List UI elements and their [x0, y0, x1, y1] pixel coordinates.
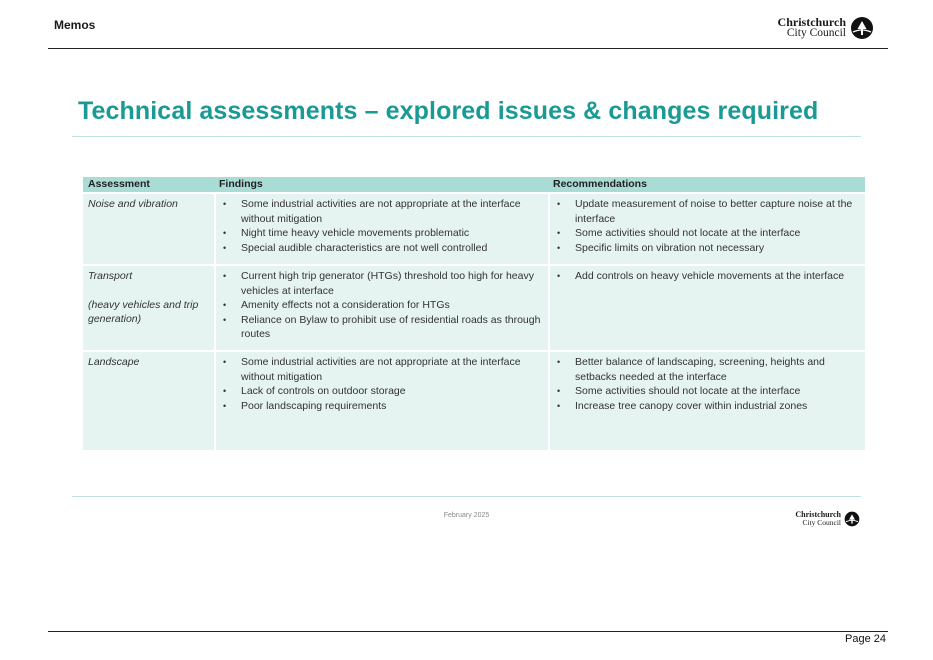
- slide-title: Technical assessments – explored issues & changes required: [78, 97, 819, 125]
- table-row-landscape: [83, 350, 865, 450]
- list-item: • Current high trip generator (HTGs) threshold too high for heavy vehicles at interface: [221, 269, 543, 298]
- list-item: • Some industrial activities are not appropriate at the interface without mitigation: [221, 355, 543, 384]
- list-item: • Better balance of landscaping, screening, heights and setbacks needed at the interface: [555, 355, 860, 384]
- recommendations-cell: [548, 352, 865, 450]
- assessment-name: Landscape: [88, 356, 140, 368]
- page-footer: [48, 631, 888, 645]
- list-item: • Specific limits on vibration not necessary: [555, 241, 860, 256]
- logo-line-2: City Council: [802, 518, 841, 528]
- header-findings: Findings: [219, 178, 263, 190]
- table-row-noise: [83, 192, 865, 264]
- findings-cell: [214, 266, 548, 350]
- findings-cell: [214, 194, 548, 264]
- page-number: Page 24: [845, 633, 886, 645]
- list-item: • Update measurement of noise to better capture noise at the interface: [555, 197, 860, 226]
- list-item: • Reliance on Bylaw to prohibit use of residential roads as through routes: [221, 313, 543, 342]
- list-item: • Special audible characteristics are not well controlled: [221, 241, 543, 256]
- list-item: • Poor landscaping requirements: [221, 399, 543, 414]
- assessment-cell: [83, 352, 214, 450]
- tree-icon: [850, 16, 874, 40]
- logo-line-1: Christchurch: [777, 15, 846, 30]
- recommendations-cell: [548, 194, 865, 264]
- assessment-note: (heavy vehicles and trip generation): [88, 298, 199, 325]
- memo-title: Memos: [54, 18, 96, 32]
- list-item: • Some industrial activities are not appropriate at the interface without mitigation: [221, 197, 543, 226]
- footer-divider: [72, 496, 861, 497]
- header-recommendations: Recommendations: [553, 178, 647, 190]
- slide-date: February 2025: [443, 512, 490, 519]
- assessment-name: Transport: [88, 270, 133, 282]
- table-row-transport: [83, 264, 865, 350]
- list-item: • Add controls on heavy vehicle movements at the interface: [555, 269, 860, 284]
- recommendations-cell: [548, 266, 865, 350]
- memo-header: [48, 14, 888, 49]
- list-item: • Increase tree canopy cover within industrial zones: [555, 399, 860, 414]
- list-item: • Lack of controls on outdoor storage: [221, 384, 543, 399]
- title-divider: [72, 136, 861, 137]
- table-header: [83, 177, 865, 192]
- assessment-cell: [83, 194, 214, 264]
- council-logo: [778, 16, 874, 40]
- findings-cell: [214, 352, 548, 450]
- header-assessment: Assessment: [88, 178, 150, 190]
- assessment-table: [83, 177, 865, 450]
- footer-council-logo: [795, 511, 860, 527]
- tree-icon: [844, 511, 860, 527]
- assessment-name: Noise and vibration: [88, 198, 178, 210]
- list-item: • Some activities should not locate at the interface: [555, 384, 860, 399]
- assessment-cell: [83, 266, 214, 350]
- list-item: • Some activities should not locate at the interface: [555, 226, 860, 241]
- list-item: • Amenity effects not a consideration for HTGs: [221, 298, 543, 313]
- list-item: • Night time heavy vehicle movements problematic: [221, 226, 543, 241]
- logo-line-2: City Council: [786, 27, 846, 40]
- logo-line-1: Christchurch: [795, 510, 841, 520]
